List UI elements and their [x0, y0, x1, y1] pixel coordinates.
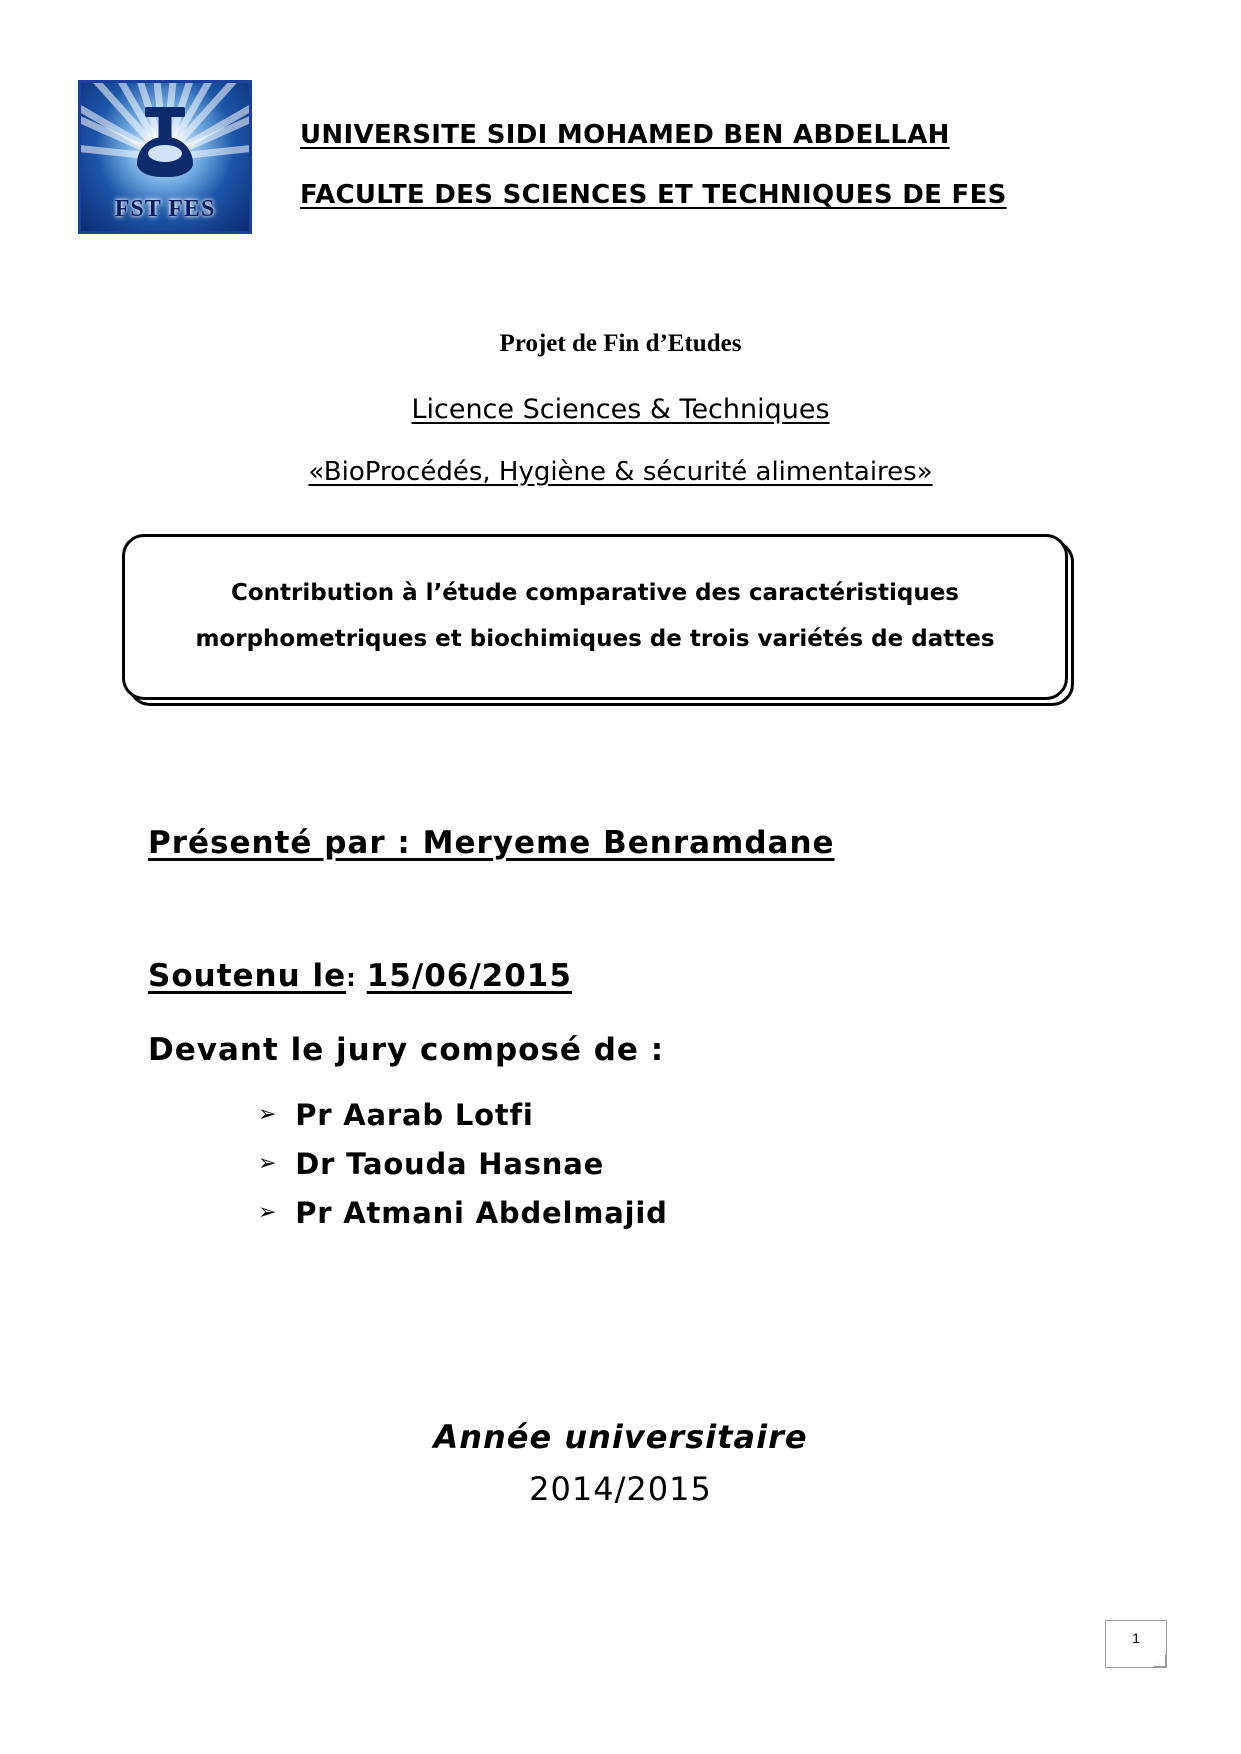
page-number-badge: [1105, 1620, 1167, 1668]
fst-fes-logo: [78, 80, 252, 234]
degree-name: Licence Sciences & Techniques: [411, 394, 830, 425]
program-name: «BioProcédés, Hygiène & sécurité alimentaires»: [308, 457, 933, 487]
jury-heading: Devant le jury composé de :: [148, 1032, 665, 1068]
page-fold-inner-icon: [1154, 1655, 1165, 1666]
academic-year-label: Année universitaire: [433, 1418, 808, 1456]
list-item: [258, 1196, 958, 1230]
logo-label: FST FES: [114, 196, 216, 222]
thesis-title-box: [122, 534, 1068, 700]
arrow-bullet-icon: ➢: [258, 1102, 278, 1127]
defense-date: 15/06/2015: [366, 958, 572, 994]
jury-member-name: Pr Atmani Abdelmajid: [295, 1196, 668, 1230]
page-number: 1: [1132, 1630, 1140, 1646]
subtitle-block: [0, 330, 1241, 487]
arrow-bullet-icon: ➢: [258, 1200, 278, 1225]
document-header: [0, 80, 1241, 250]
presented-by: Présenté par : Meryeme Benramdane: [148, 825, 835, 861]
list-item: [258, 1098, 958, 1132]
defense-colon: :: [346, 964, 357, 992]
jury-list: [258, 1098, 958, 1245]
arrow-bullet-icon: ➢: [258, 1151, 278, 1176]
thesis-title-line-2: morphometriques et biochimiques de trois variétés de dattes: [195, 626, 995, 652]
jury-member-name: Pr Aarab Lotfi: [295, 1098, 534, 1132]
university-heading: [300, 120, 1180, 240]
academic-year-value: 2014/2015: [529, 1470, 712, 1508]
academic-year-block: [0, 1418, 1241, 1508]
defense-label: Soutenu le: [148, 958, 347, 994]
thesis-title-line-1: Contribution à l’étude comparative des caractéristiques: [230, 580, 959, 607]
university-name: UNIVERSITE SIDI MOHAMED BEN ABDELLAH: [300, 120, 950, 150]
jury-member-name: Dr Taouda Hasnae: [295, 1147, 605, 1181]
defense-line: [148, 958, 572, 994]
project-type: Projet de Fin d’Etudes: [499, 330, 742, 357]
flask-icon: [129, 107, 201, 179]
list-item: [258, 1147, 958, 1181]
faculty-name: FACULTE DES SCIENCES ET TECHNIQUES DE FES: [300, 180, 1007, 210]
